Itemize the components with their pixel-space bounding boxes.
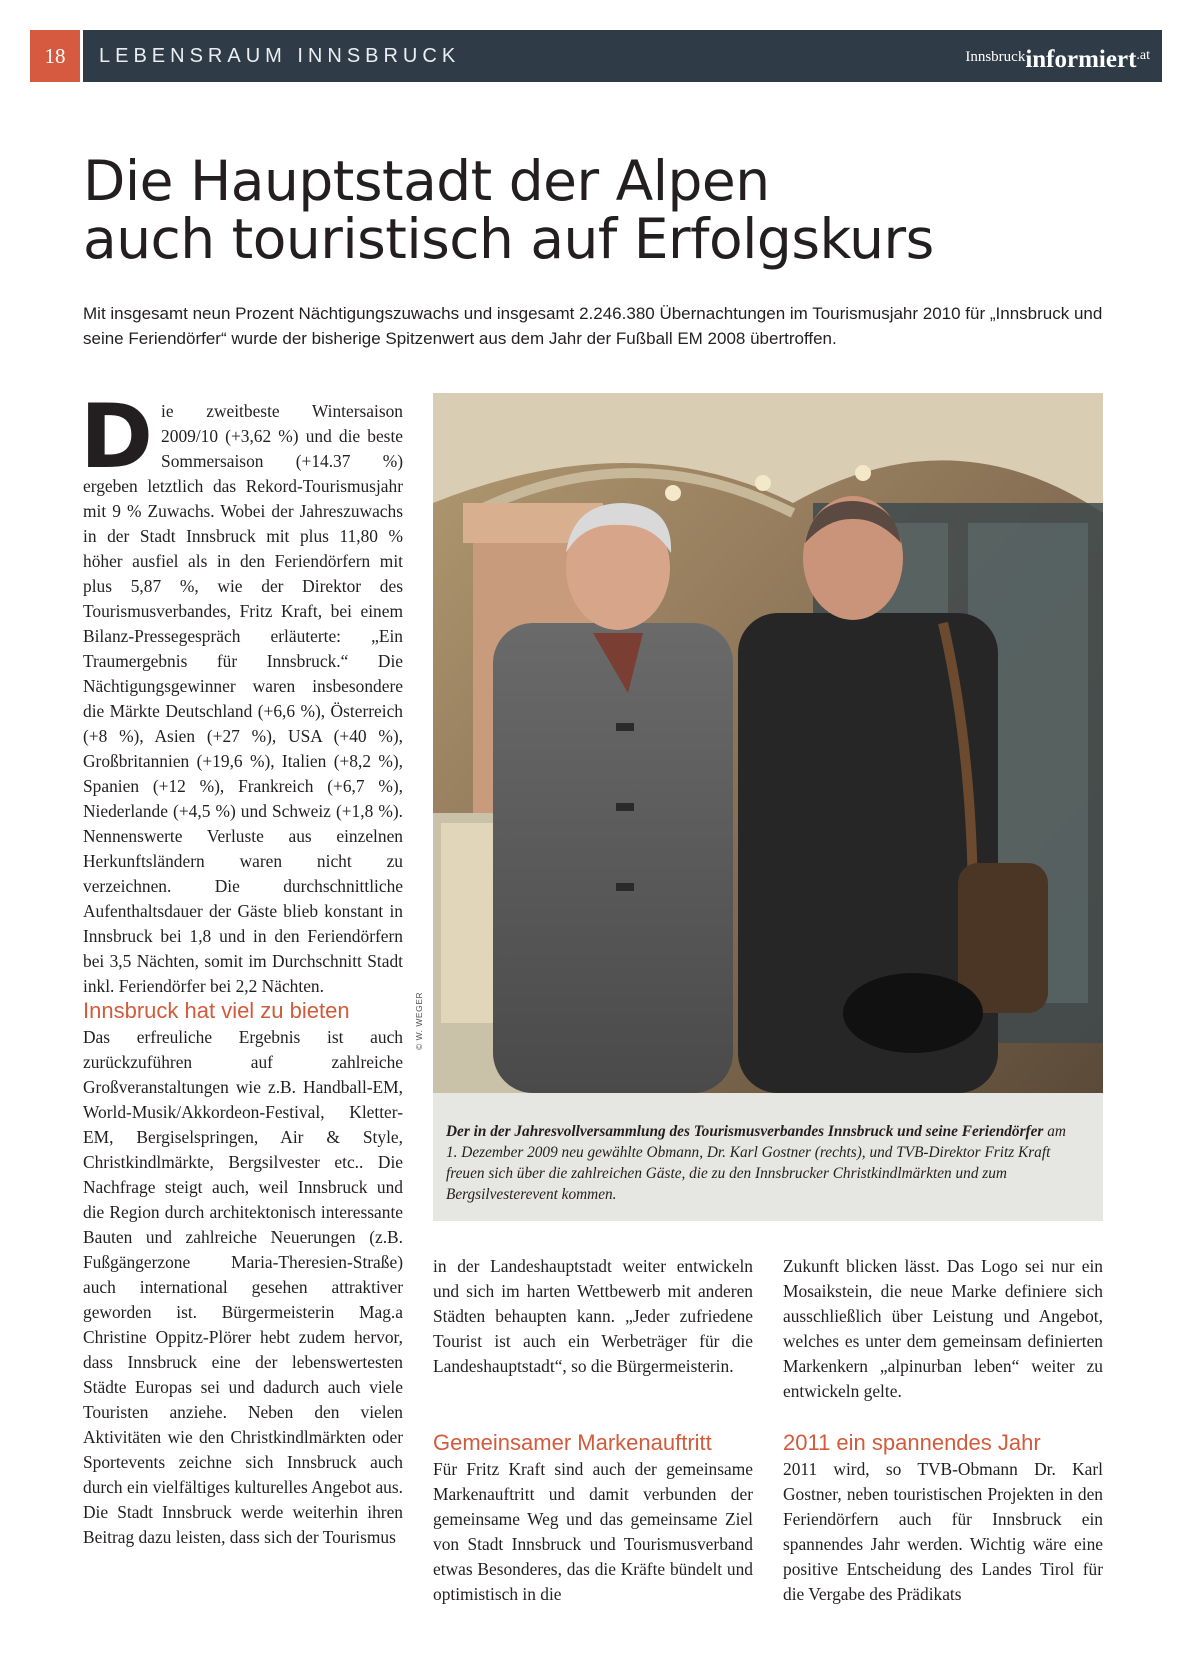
page-number: 18 xyxy=(30,30,80,82)
brand-suffix: .at xyxy=(1136,48,1150,63)
drop-cap: D xyxy=(80,385,154,488)
body-paragraph-6: 2011 wird, so TVB-Obmann Dr. Karl Gostner, neben touristischen Projekten in den Feriendörfern auch für Innsbruck ein spannendes Jahr werden. Wichtig wäre eine positive Entscheidung des Landes Tirol für die Vergabe des Prädikats xyxy=(783,1459,1103,1604)
subheading-innsbruck: Innsbruck hat viel zu bieten xyxy=(83,998,350,1023)
header-bar xyxy=(83,30,1162,82)
body-paragraph-5: Zukunft blicken lässt. Das Logo sei nur ein Mosaikstein, die neue Marke definiere sich ausschließlich über Leistung und Angebot, welches es unter dem gemeinsam definierten Markenkern „alpinurban leben“ weiter zu entwickeln gelte. xyxy=(783,1256,1103,1401)
brand-main: informiert xyxy=(1025,46,1137,73)
subheading-2011: 2011 ein spannendes Jahr xyxy=(783,1430,1041,1455)
brand-prefix: Innsbruck xyxy=(965,49,1026,65)
page-header xyxy=(30,30,1162,82)
caption-rest: am 1. Dezember 2009 neu gewählte Obmann, Dr. Karl Gostner (rechts), und TVB-Direktor Fritz Kraft freuen sich über die zahlreichen Gäste, die zu den Innsbrucker Christkindlmärkten und zum Bergsilvesterevent kommen. xyxy=(446,1123,1066,1203)
body-paragraph-3: in der Landeshauptstadt weiter entwickeln und sich im harten Wettbewerb mit anderen Städten behaupten kann. „Jeder zufriedene Tourist ist auch ein Werbeträger für die Landeshauptstadt“, so die Bürgermeisterin. xyxy=(433,1256,753,1376)
photo-caption xyxy=(433,1093,1103,1221)
brand-logo xyxy=(965,30,1150,89)
title-line-2: auch touristisch auf Erfolgskurs xyxy=(83,207,934,271)
caption-bold: Der in der Jahresvollversammlung des Tourismusverbandes Innsbruck und seine Feriendörfer xyxy=(446,1123,1044,1140)
article-photo xyxy=(433,393,1103,1093)
para1-text: ie zweitbeste Wintersaison 2009/10 (+3,62 %) und die beste Sommersaison (+14.37 %) ergeben letztlich das Rekord-Tourismusjahr mit 9 % Zuwachs. Wobei der Jahreszuwachs in der Stadt Innsbruck mit plus 11,80 % höher ausfiel als in den Feriendörfern mit plus 5,87 %, wie der Direktor des Tourismusverbandes, Fritz Kraft, bei einem Bilanz-Pressegespräch erläuterte: „Ein Traumergebnis für Innsbruck.“ Die Nächtigungsgewinner waren insbesondere die Märkte Deutschland (+6,6 %), Österreich (+8 %), Asien (+27 %), USA (+40 %), Großbritannien (+19,6 %), Italien (+8,2 %), Spanien (+12 %), Frankreich (+6,7 %), Niederlande (+4,5 %) und Schweiz (+1,8 %). Nennenswerte Verluste aus einzelnen Herkunftsländern waren nicht zu verzeichnen. Die durchschnittliche Aufenthaltsdauer der Gäste blieb konstant in Innsbruck bei 1,8 und in den Feriendörfern bei 3,5 Nächten, somit im Durchschnitt Stadt inkl. Feriendörfer bei 2,2 Nächten. xyxy=(83,401,403,996)
photo-illustration xyxy=(433,393,1103,1093)
article-lead: Mit insgesamt neun Prozent Nächtigungszuwachs und insgesamt 2.246.380 Übernachtungen im Tourismusjahr 2010 für „Innsbruck und seine Feriendörfer“ wurde der bisherige Spitzenwert aus dem Jahr der Fußball EM 2008 übertroffen. xyxy=(83,304,1103,348)
photo-credit: © W. WEGER xyxy=(414,991,424,1050)
section-title: LEBENSRAUM INNSBRUCK xyxy=(99,45,461,67)
subheading-markenauftritt: Gemeinsamer Markenauftritt xyxy=(433,1430,712,1455)
body-paragraph-2: Das erfreuliche Ergebnis ist auch zurückzuführen auf zahlreiche Großveranstaltungen wie z.B. Handball-EM, World-Musik/Akkordeon-Festival, Kletter-EM, Bergiselspringen, Air & Style, Christkindlmärkte, Bergsilvester etc.. Die Nachfrage steigt auch, weil Innsbruck und die Region durch architektonisch interessante Bauten und zahlreiche Neuerungen (z.B. Fußgängerzone Maria-Theresien-Straße) auch international gesehen attraktiver geworden ist. Bürgermeisterin Mag.a Christine Oppitz-Plörer hebt zudem hervor, dass Innsbruck eine der lebenswertesten Städte Europas sei und dadurch auch viele Touristen anziehe. Neben den vielen Aktivitäten wie den Christkindlmärkten oder Sportevents zeichne sich Innsbruck auch durch ein vielfältiges kulturelles Angebot aus. Die Stadt Innsbruck werde weiterhin ihren Beitrag dazu leisten, dass sich der Tourismus xyxy=(83,1027,403,1547)
article-title xyxy=(83,149,1123,271)
title-line-1: Die Hauptstadt der Alpen xyxy=(83,149,770,213)
body-paragraph-1 xyxy=(80,385,403,999)
body-paragraph-4: Für Fritz Kraft sind auch der gemeinsame Markenauftritt und damit verbunden der gemeinsame Weg und das gemeinsame Ziel von Stadt Innsbruck und Tourismusverband etwas Besonderes, das die Kräfte bündelt und optimistisch in die xyxy=(433,1459,753,1604)
